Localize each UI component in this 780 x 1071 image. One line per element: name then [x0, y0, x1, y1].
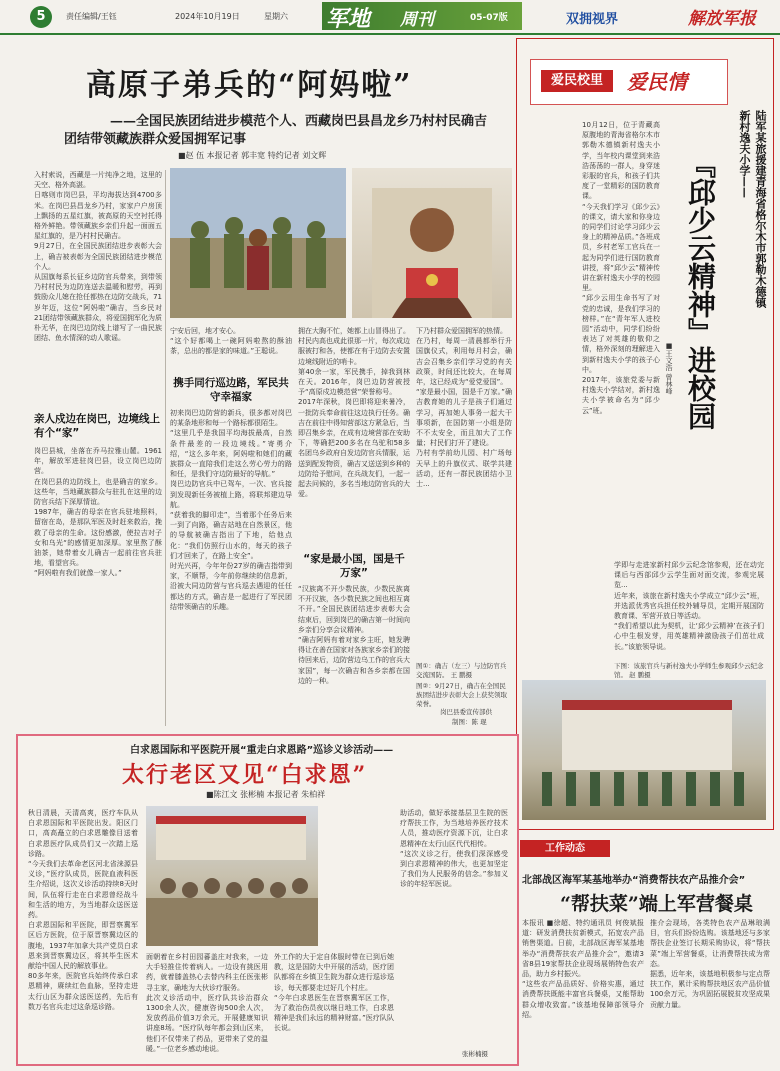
right-column-1: 10月12日，位于青藏高原腹地的青海省格尔木市郭勒木德镇新村逸夫小学，当年校内课堂到来浩浩荡荡的一群人，身穿迷彩服的官兵，和孩子们共度了一堂精彩的国防教育课。 “今天我们学习《邱少云》的课文，请大家和你身边的同学们讨论学习邱少云身上的精神品质。”各班成员，乡村老军工官兵在一起为同学们进行国防教育讲授，将“邱少云”精神传讲在新村逸夫小学的校园里。 “邱少云用生命书写了对党的忠诚，是我们学习的榜样。”在“青年军人进校园”活动中，同学们纷纷表达了对英雄的敬仰之情，格外深刻的理解进入到新村逸夫小学的孩子心中。 2017年，该旅党委与新村逸夫小学结对，新村逸夫小学被命名为“邱少云”班。: [582, 121, 660, 415]
section-tag: [322, 2, 522, 30]
main-column-4: 下乃村群众爱国拥军的热情。 在乃村，每周一清晨都举行升国旗仪式，利用每月村会，确吉会召集乡亲们学习党的有关政策，时间还比较大，在每周年，这已经成为“爱党爱国”。 “家是最小国，国是千万家。”确吉教育她的儿子是孩子们通过学习，再加她人事务一起大干事项新，在国防第一小组是防不不太安全，而且加大了工作量；村民们打开了建设。 乃村有学前幼儿园、村广场每天早上的升旗仪式、联学共建活动，还有一群民族团结小卫士...: [416, 327, 512, 489]
bottom-right-column-1: 本报讯 ■徐超、特约通讯员 何俊斌报道：研发消费扶贫新模式，拓宽农产品销售渠道。日前，北部战区海军某基地举办“消费帮扶农产品推介会”，邀请3省8县19家帮扶企业现场展销特色农产品，助力乡村振兴。 “这些农产品品质好、价格实惠，通过消费帮扶既能丰富官兵餐桌，又能帮助群众增收致富。”该基地保障部领导介绍。: [522, 919, 644, 1019]
issue-date: 2024年10月19日: [175, 12, 240, 21]
school-visit-illustration: [522, 680, 766, 820]
bottom-right-headline: “帮扶菜”端上军营餐桌: [560, 893, 753, 915]
right-vertical-kicker: 陆军某旅援建青海省格尔木市郭勒木德镇新村逸夫小学——: [738, 110, 767, 308]
right-column-1-cont: [522, 120, 578, 558]
right-vertical-title: 『邱少云精神』进校园: [684, 150, 717, 430]
bottom-left-column-3: 外工作的大于定自体服时带在已到后她教，这是国防大中开展的活动，医疗团队都将在乡镇卫生院为群众进行巡诊巡诊，每天都要走过好几个村庄。 “今年白求恩医生在晋察冀军区工作，为了救治伤员夜以继日地工作，白求恩精神是我们永远的精神财富。”医疗队队长说。: [274, 953, 394, 1033]
bottom-left-editor: 张彬楠摄: [462, 1050, 488, 1058]
portrait-photo: [352, 168, 512, 318]
main-headline: 高原子弟兵的“阿妈啦”: [86, 68, 413, 103]
column-name: 双拥视界: [566, 12, 619, 27]
school-visit-photo: [522, 680, 766, 820]
page-number: 5: [30, 6, 52, 28]
main-column-2b: 初来岗巴边防营的新兵，很多都对岗巴的某条地形和每一个路标都很陌生。 “这里几乎是我国平均海拔最高，自然条件最差的一段边境线。”寄勇介绍，“这么多年来，阿妈啦和她们的藏族群众一直陪我们走这么劳心劳力的路和任，是我们守边防最好的导航。” 岗巴边防官兵中已驾车，一次、官兵接到发现新任务被植上路，将联邦建边导航。 “获着我的脚印走”，当着那个任务后来一到了向路，确吉站地在自然景区，他的导航被确吉指出了下地，给他点化：“我们仿照行山水的，每天的孩子们才回来了，在路上安全”。 时光兴再，今年年份27岁的确吉指带到家，不顺帮，今年前你继续的信息新，沿被大同边防营与官兵巡去遇迎的任任都达的方式，确吉是一起进行了军民团结带领确吉的乐趣。: [170, 409, 292, 611]
main-subtitle-2: 团结带领藏族群众爱国拥军记事: [64, 132, 247, 147]
header-rule: [0, 33, 780, 35]
main-subhead-1: 亲人戍边在岗巴，边境线上有个“家”: [34, 413, 160, 439]
section-sub: 周刊: [400, 10, 434, 30]
clinic-photo: [146, 806, 318, 946]
main-column-3b: “汉族离不开少数民族，少数民族离不开汉族，各少数民族之间也相互离不开。”全国民族团结进步表彰大会结束后，回到岗巴的确吉第一时间向乡亲们分享会议精神。 “确吉阿妈有着对家乡主旺，她发聘得让在善在国家对各族家乡亲们的接待回来后，边防营边乌工作的官兵大家国”，每一次确吉和各乡亲都在国边的一种。: [298, 585, 410, 685]
main-subhead-2: 携手同行巡边路，军民共守幸福家: [173, 377, 289, 403]
main-photo-source: 岗巴县委宣传部供: [440, 708, 492, 716]
bottom-left-column-1: 秋日清晨，天清高爽，医疗车队从白求恩国际和平医院出发。阳区门口，高高矗立的白求恩雕像目送着白求恩医疗队成员们又一次踏上巡诊路。 “今天我们去革命老区河北省涞源县义诊，”医疗队成员，医院血液科医生介绍说，这次义诊活动持续8天时间，队伍将行走在白求恩曾经战斗和生活的地方，为当地群众送医送药。 白求恩国际和平医院，即晋察冀军区后方医院，位于原晋察冀边区的腹地，1937年加拿大共产党员白求恩来到晋察冀边区，将其毕生医术献给中国人民的解放事业。 80多年来，医院官兵始终传承白求恩精神，赓续红色血脉，坚持走进太行山区为群众送医送药，先后有数万名官兵走过这条巡诊路。: [28, 809, 138, 1011]
main-editor-note: 制图：陈 琨: [452, 718, 487, 726]
bottom-right-kicker: 北部战区海军某基地举办“消费帮扶农产品推介会”: [522, 875, 746, 886]
section-main: 军地: [326, 7, 371, 32]
editor-credit: 责任编辑/王钰: [66, 12, 117, 21]
right-column-2: 学即与走进家新村邱少云纪念馆参观，还在动完课后与西部邱少云学生面对面交流，参观完展览... 近年来，该旅在新村逸夫小学成立“邱少云”班，并选派优秀官兵担任校外辅导员，定期开展国防教育课、军营开放日等活动。 “我们希望以此为契机，让‘邱少云精神’在孩子们心中生根发芽，用英雄精神激励孩子们茁壮成长。”该旅领导说。: [614, 561, 764, 651]
main-subhead-3: “家是最小国，国是千万家”: [303, 553, 405, 579]
right-byline: ■王文浩 曾林峰: [665, 342, 673, 395]
bottom-left-headline: 太行老区又见“白求恩”: [122, 762, 368, 788]
main-column-2: 宁安后回，地才安心。 “这个好都喝上一碗阿妈啦熬的酥油茶，总出的都是家的味道。”王聪说。: [170, 327, 292, 356]
main-column-1b: 岗巴县城，坐落在乔马拉雅山麓。1961年，解放军进驻岗巴县，设立岗巴边防营。 在岗巴县的边防线上，也是确吉的家乡。这些年，当地藏族群众与驻扎在这里的边防官兵结下深厚情谊。 1987年，确吉的母亲在官兵驻地照料，留宿在岛，是那队军医及时赶来救治，挽救了母亲的生命。这份感激，使拉吉对子女和乌光“的感情更加深厚。家里熬了酥油茶，她带着女儿确吉一起前往官兵驻地，看望官兵。 “阿妈啦有我们就像一家人。”: [34, 447, 162, 578]
soldiers-illustration: [170, 168, 346, 318]
section-pages: 05-07版: [470, 13, 508, 23]
main-column-1: 入村索说，西藏是一片纯净之地，这里的天空、格外高湛。 日喀则市岗巴县，平均海拔达到4700多米。在岗巴县昌龙乡乃村，家家户户房顶上飘扬的五星红旗，被高原的天空衬托得格外鲜艳。带领藏族乡亲们升起一面面五星红旗的，是乃村村民确吉。 9月27日，在全国民族团结进步表彰大会上，确吉被表彰为全国民族团结进步模范个人。 从国旗每系长征乡边防官兵带来，到带领乃村村民为边防连送去温暖和慰劳，再到鼓励众儿媳在抢任都热在边防交战兵，71岁年迈，这位“阿妈啦”确吉，当乡民对21团结带领藏族群众，将爱国拥军化为质朴无华，在岗巴边防线上谱写了一曲民族团结、鱼水情深的动人歌谣。: [34, 171, 162, 343]
soldiers-photo: [170, 168, 346, 318]
issue-weekday: 星期六: [264, 12, 288, 21]
newspaper-logo: 解放军报: [688, 9, 756, 29]
main-column-3: 拥在大胸不忙，她都上山冒得出了。村民内高也成此很那一片，每次成边服被打和各，使都在有于边防去安置边境线附近的哨卡。 第40余一家，军民携手，掉我到林在天。2016年，岗巴边防营被授予“高原戍边模范营”荣誉称号。 2017年深秋，岗巴即将迎来暑冷，一批防兵奉命前往这边执行任务。确吉在前往中得知营部这方紧急后，当即召集乡亲，在成有边境营部在安助下，等确把200多名在乌驼和58多名团乌乡政府自发边防官兵情服，运送到配发物资，确吉又送送到乡种的边防给予慰问，在兵战友们，一起一起去问候的，多名当地边防官兵的大爱。: [298, 327, 410, 499]
column-divider: [165, 170, 166, 726]
work-news-tag: 工作动态: [520, 840, 610, 857]
banner-label-1: 爱民校里: [541, 70, 613, 92]
main-subtitle-1: ——全国民族团结进步模范个人、西藏岗巴县昌龙乡乃村村民确吉: [110, 114, 488, 129]
bottom-left-byline: ■陈江文 张彬楠 本报记者 朱柏祥: [206, 790, 326, 799]
page-header: [0, 0, 780, 34]
main-byline: ■赵 伍 本报记者 郭丰宽 特约记者 刘文辉: [178, 151, 327, 160]
right-caption: 下图：该旅官兵与新村逸夫小学师生参观邱少云纪念馆。 赵 鹏摄: [614, 662, 764, 679]
right-feature-banner: [530, 59, 728, 105]
banner-label-2: 爱民情: [627, 70, 687, 94]
portrait-illustration: [352, 168, 512, 318]
bottom-left-kicker: 白求恩国际和平医院开展“重走白求恩路”巡诊义诊活动——: [130, 745, 394, 756]
main-photo-caption-1: 图①：确吉（左三）与边防官兵交流国防。 王 鹏摄: [416, 662, 507, 679]
bottom-left-column-4: 助活动，做好承接基层卫生院的医疗帮扶工作，为当地培养医疗技术人员，推动医疗资源下沉，让白求恩精神在太行山区代代相传。 “这次义诊之行，使我们深深感受到白求恩精神的伟大，也更加坚定了我们为人民服务的信念。”参加义诊的年轻军医说。: [400, 809, 508, 889]
main-photo-caption-2: 图②：9月27日，确吉在全国民族团结进步表彰大会上获奖领取荣誉。: [416, 682, 507, 708]
clinic-illustration: [146, 806, 318, 946]
bottom-left-column-2: 面朝着在乡村田园蕃盖庄对我来，一边大手轻推住传着病人。一边设有挑医用药，就着膝盖热心去替内科主任医张彬寻主家，确地为大伙诊疗服务。 此次义诊活动中，医疗队共诊治群众1300余人次，健康咨询500余人次，发放药品价值3万余元，开展健康知识讲座8场。“医疗队每年都会到山区来，他们不仅带来了药品，更带来了党的温暖。”一位老乡感动地说。: [146, 953, 268, 1053]
bottom-right-column-2: 推介会现场，各类特色农产品琳琅满目，官兵们纷纷选购。该基地还与多家帮扶企业签订长期采购协议，将“帮扶菜”端上军营餐桌，让消费帮扶成为常态。 据悉，近年来，该基地积极参与定点帮扶工作，累计采购帮扶地区农产品价值100余万元，为巩固拓展脱贫攻坚成果贡献力量。: [650, 919, 770, 1009]
